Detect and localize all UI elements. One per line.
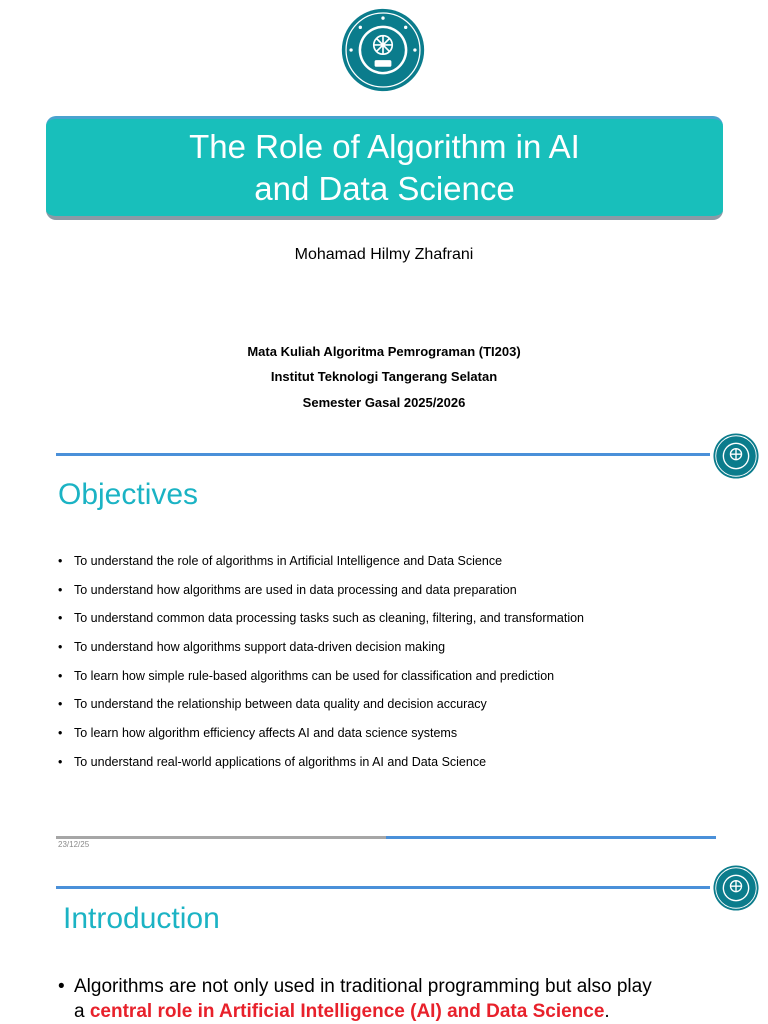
objective-item [58, 726, 584, 755]
bullet-marker: • [58, 754, 63, 769]
author-name: Mohamad Hilmy Zhafrani [294, 246, 474, 263]
objective-item [58, 583, 584, 612]
seal-icon [713, 433, 759, 479]
intro-line2-prefix: a [74, 1001, 90, 1022]
title-box [46, 116, 723, 220]
semester-label: Semester Gasal 2025/2026 [302, 395, 466, 410]
objective-text: To understand the relationship between data quality and decision accuracy [74, 697, 487, 712]
title-slide [0, 0, 768, 440]
bullet-marker: • [58, 582, 63, 597]
bullet-marker: • [58, 726, 63, 741]
footer-rule-accent [386, 836, 716, 839]
slide-heading: Objectives [58, 478, 199, 511]
bullet-marker: • [58, 668, 63, 683]
objective-text: To understand real-world applications of algorithms in AI and Data Science [74, 754, 487, 769]
bullet-marker: • [58, 611, 63, 626]
bullet-marker: • [58, 976, 65, 997]
header-rule [56, 453, 710, 456]
seal-icon [713, 865, 759, 911]
intro-line2 [58, 999, 748, 1024]
objective-text: To understand how algorithms are used in data processing and data preparation [74, 582, 517, 597]
objective-item [58, 697, 584, 726]
slide-title-line1: The Role of Algorithm in AI [189, 127, 580, 165]
header-rule [56, 886, 710, 889]
objective-item [58, 755, 584, 784]
slide-title-line2: and Data Science [254, 169, 515, 207]
seal-icon [341, 8, 425, 92]
objectives-slide [0, 430, 768, 860]
intro-line2-suffix: . [604, 1001, 610, 1022]
bullet-marker: • [58, 554, 63, 568]
objective-item [58, 611, 584, 640]
slide-heading: Introduction [63, 902, 220, 935]
objective-item [58, 669, 584, 698]
bullet-marker: • [58, 640, 63, 655]
bullet-marker: • [58, 697, 63, 712]
objectives-list [58, 554, 584, 784]
footer-rule [56, 836, 386, 839]
intro-line1: Algorithms are not only used in traditional programming but also play [74, 976, 652, 997]
intro-paragraph [58, 974, 748, 1024]
objective-item [58, 554, 584, 583]
footer-date: 23/12/25 [58, 840, 90, 849]
intro-highlight: central role in Artificial Intelligence (AI) and Data Science [89, 1001, 605, 1022]
objective-text: To understand the role of algorithms in Artificial Intelligence and Data Science [74, 554, 503, 568]
institution-name: Institut Teknologi Tangerang Selatan [270, 369, 498, 384]
course-name: Mata Kuliah Algoritma Pemrograman (TI203) [247, 344, 521, 359]
objective-text: To understand common data processing tasks such as cleaning, filtering, and transformation [74, 611, 584, 626]
objective-text: To learn how simple rule-based algorithms can be used for classification and prediction [74, 668, 555, 683]
introduction-slide [0, 860, 768, 1024]
objective-text: To understand how algorithms support data-driven decision making [74, 640, 446, 655]
objective-item [58, 640, 584, 669]
objective-text: To learn how algorithm efficiency affects AI and data science systems [74, 726, 458, 741]
